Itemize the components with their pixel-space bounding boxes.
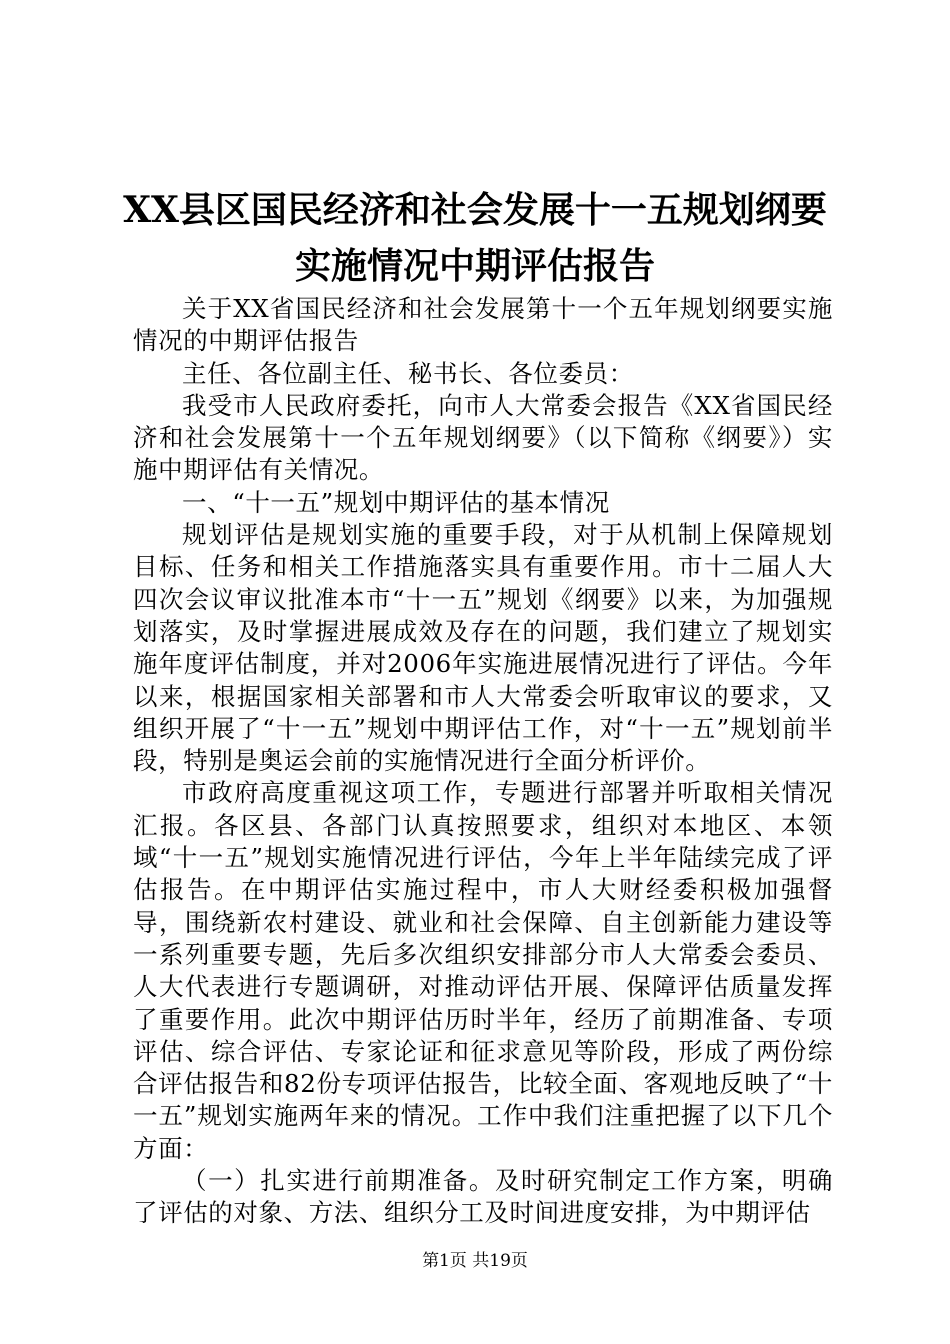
paragraph-evaluation-purpose: 规划评估是规划实施的重要手段，对于从机制上保障规划目标、任务和相关工作措施落实具有重要作用。市十二届人大四次会议审议批准本市“十一五”规划《纲要》以来，为加强规划落实，及时掌握进展成效及存在的问题，我们建立了规划实施年度评估制度，并对2006年实施进展情况进行了评估。今年以来，根据国家相关部署和市人大常委会听取审议的要求，又组织开展了“十一五”规划中期评估工作，对“十一五”规划前半段，特别是奥运会前的实施情况进行全面分析评价。 [133, 520, 833, 776]
document-title-line-1: XX县区国民经济和社会发展十一五规划纲要 [123, 189, 827, 231]
paragraph-preparation: （一）扎实进行前期准备。及时研究制定工作方案，明确了评估的对象、方法、组织分工及时间进度安排，为中期评估 [133, 1166, 833, 1228]
section-heading-1: 一、“十一五”规划中期评估的基本情况 [182, 487, 610, 517]
paragraph-salutation: 主任、各位副主任、秘书长、各位委员： [182, 358, 634, 388]
document-body [133, 293, 833, 1230]
paragraph-government-attention: 市政府高度重视这项工作，专题进行部署并听取相关情况汇报。各区县、各部门认真按照要求，组织对本地区、本领域“十一五”规划实施情况进行评估，今年上半年陆续完成了评估报告。在中期评估实施过程中，市人大财经委积极加强督导，围绕新农村建设、就业和社会保障、自主创新能力建设等一系列重要专题，先后多次组织安排部分市人大常委会委员、人大代表进行专题调研，对推动评估开展、保障评估质量发挥了重要作用。此次中期评估历时半年，经历了前期准备、专项评估、综合评估、专家论证和征求意见等阶段，形成了两份综合评估报告和82份专项评估报告，比较全面、客观地反映了“十一五”规划实施两年来的情况。工作中我们注重把握了以下几个方面： [133, 778, 833, 1163]
document-title-line-2: 实施情况中期评估报告 [294, 245, 655, 287]
page-number-footer: 第1页 共19页 [422, 1251, 528, 1271]
paragraph-report-name: 关于XX省国民经济和社会发展第十一个五年规划纲要实施情况的中期评估报告 [133, 294, 833, 356]
paragraph-intro: 我受市人民政府委托，向市人大常委会报告《XX省国民经济和社会发展第十一个五年规划纲要》（以下简称《纲要》）实施中期评估有关情况。 [133, 390, 833, 485]
